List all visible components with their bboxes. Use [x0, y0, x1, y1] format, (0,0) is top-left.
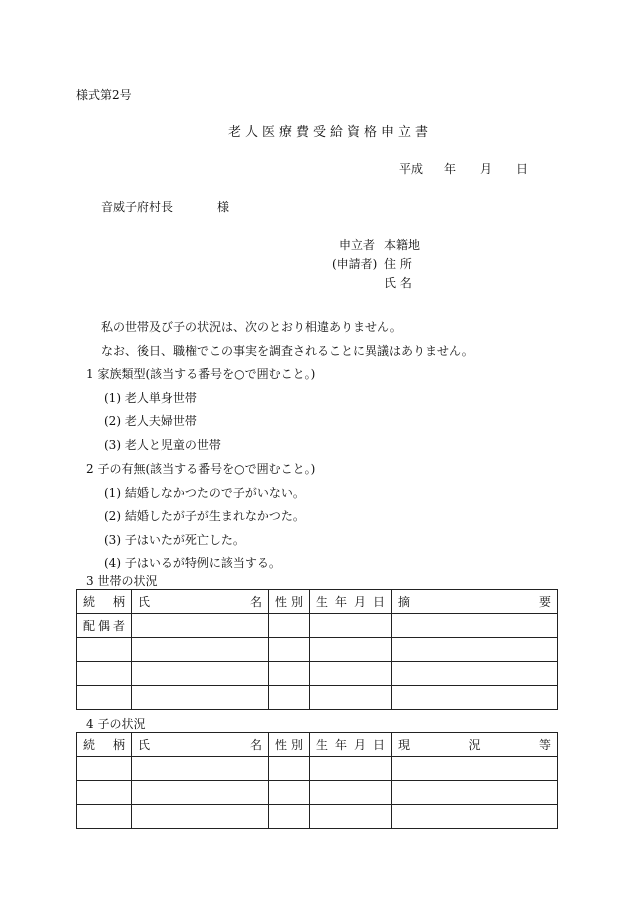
table-cell[interactable]	[77, 805, 132, 829]
table-row	[77, 686, 558, 710]
section1-option: (3) 老人と児童の世帯	[104, 438, 221, 452]
applicant-label-sub: (申請者)	[332, 257, 378, 271]
field-name: 氏 名	[384, 276, 412, 290]
table-cell[interactable]	[310, 686, 392, 710]
household-table	[76, 589, 558, 710]
col-name: 氏名	[132, 733, 269, 757]
section2-option: (1) 結婚しなかつたので子がいない。	[104, 486, 305, 500]
table-cell[interactable]	[132, 638, 269, 662]
table-cell[interactable]	[269, 638, 310, 662]
date-year: 年	[444, 162, 457, 176]
field-domicile: 本籍地	[384, 238, 421, 252]
table-cell[interactable]	[132, 781, 269, 805]
col-relation: 続柄	[77, 733, 132, 757]
date-day: 日	[516, 162, 529, 176]
table-cell[interactable]	[77, 686, 132, 710]
table-cell[interactable]	[132, 805, 269, 829]
section1-heading: 1 家族類型(該当する番号を○で囲むこと。)	[86, 367, 316, 381]
children-table	[76, 732, 558, 829]
form-number: 様式第2号	[76, 88, 132, 102]
table-cell[interactable]	[77, 781, 132, 805]
section2-heading: 2 子の有無(該当する番号を○で囲むこと。)	[86, 462, 316, 476]
section3-heading: 3 世帯の状況	[86, 574, 158, 588]
table-cell[interactable]	[269, 805, 310, 829]
table-cell[interactable]	[392, 614, 558, 638]
col-birthdate: 生年月日	[310, 590, 392, 614]
section2-option: (4) 子はいるが特例に該当する。	[104, 556, 281, 570]
table-cell[interactable]	[269, 686, 310, 710]
section1-option: (2) 老人夫婦世帯	[104, 414, 197, 428]
table-cell[interactable]	[132, 662, 269, 686]
table-cell[interactable]	[132, 757, 269, 781]
addressee-name: 音威子府村長	[101, 200, 174, 214]
document-title: 老人医療費受給資格申立書	[228, 125, 433, 140]
addressee-honorific: 様	[217, 200, 230, 214]
table-cell[interactable]	[392, 686, 558, 710]
table-cell[interactable]	[132, 614, 269, 638]
col-status: 現況等	[392, 733, 558, 757]
table-row	[77, 662, 558, 686]
col-name: 氏名	[132, 590, 269, 614]
table-cell[interactable]	[269, 614, 310, 638]
table-cell[interactable]	[269, 662, 310, 686]
col-sex: 性別	[269, 733, 310, 757]
section2-option: (2) 結婚したが子が生まれなかつた。	[104, 509, 305, 523]
table-cell[interactable]	[310, 662, 392, 686]
table-cell[interactable]	[310, 781, 392, 805]
table-cell[interactable]	[269, 781, 310, 805]
table-row	[77, 638, 558, 662]
applicant-label: 申立者	[339, 238, 376, 252]
col-birthdate: 生年月日	[310, 733, 392, 757]
table-cell[interactable]	[392, 781, 558, 805]
date-era: 平成	[399, 162, 424, 176]
field-address: 住 所	[384, 257, 412, 271]
children-table-header	[77, 733, 558, 757]
household-table-header	[77, 590, 558, 614]
table-cell[interactable]	[77, 757, 132, 781]
table-row	[77, 781, 558, 805]
table-cell[interactable]	[310, 757, 392, 781]
table-cell[interactable]	[269, 757, 310, 781]
table-row	[77, 757, 558, 781]
table-cell[interactable]	[77, 662, 132, 686]
table-cell[interactable]	[310, 805, 392, 829]
col-relation: 続柄	[77, 590, 132, 614]
col-remarks: 摘要	[392, 590, 558, 614]
table-cell[interactable]	[310, 638, 392, 662]
statement-1: 私の世帯及び子の状況は、次のとおり相違ありません。	[101, 320, 402, 334]
table-row	[77, 805, 558, 829]
section4-heading: 4 子の状況	[86, 717, 146, 731]
table-cell[interactable]	[77, 638, 132, 662]
statement-2: なお、後日、職権でこの事実を調査されることに異議はありません。	[101, 344, 474, 358]
relation-spouse: 配偶者	[77, 614, 132, 638]
table-row	[77, 614, 558, 638]
section2-option: (3) 子はいたが死亡した。	[104, 533, 245, 547]
date-month: 月	[480, 162, 493, 176]
section1-option: (1) 老人単身世帯	[104, 391, 197, 405]
table-cell[interactable]	[392, 757, 558, 781]
col-sex: 性別	[269, 590, 310, 614]
table-cell[interactable]	[132, 686, 269, 710]
table-cell[interactable]	[310, 614, 392, 638]
table-cell[interactable]	[392, 662, 558, 686]
table-cell[interactable]	[392, 805, 558, 829]
table-cell[interactable]	[392, 638, 558, 662]
